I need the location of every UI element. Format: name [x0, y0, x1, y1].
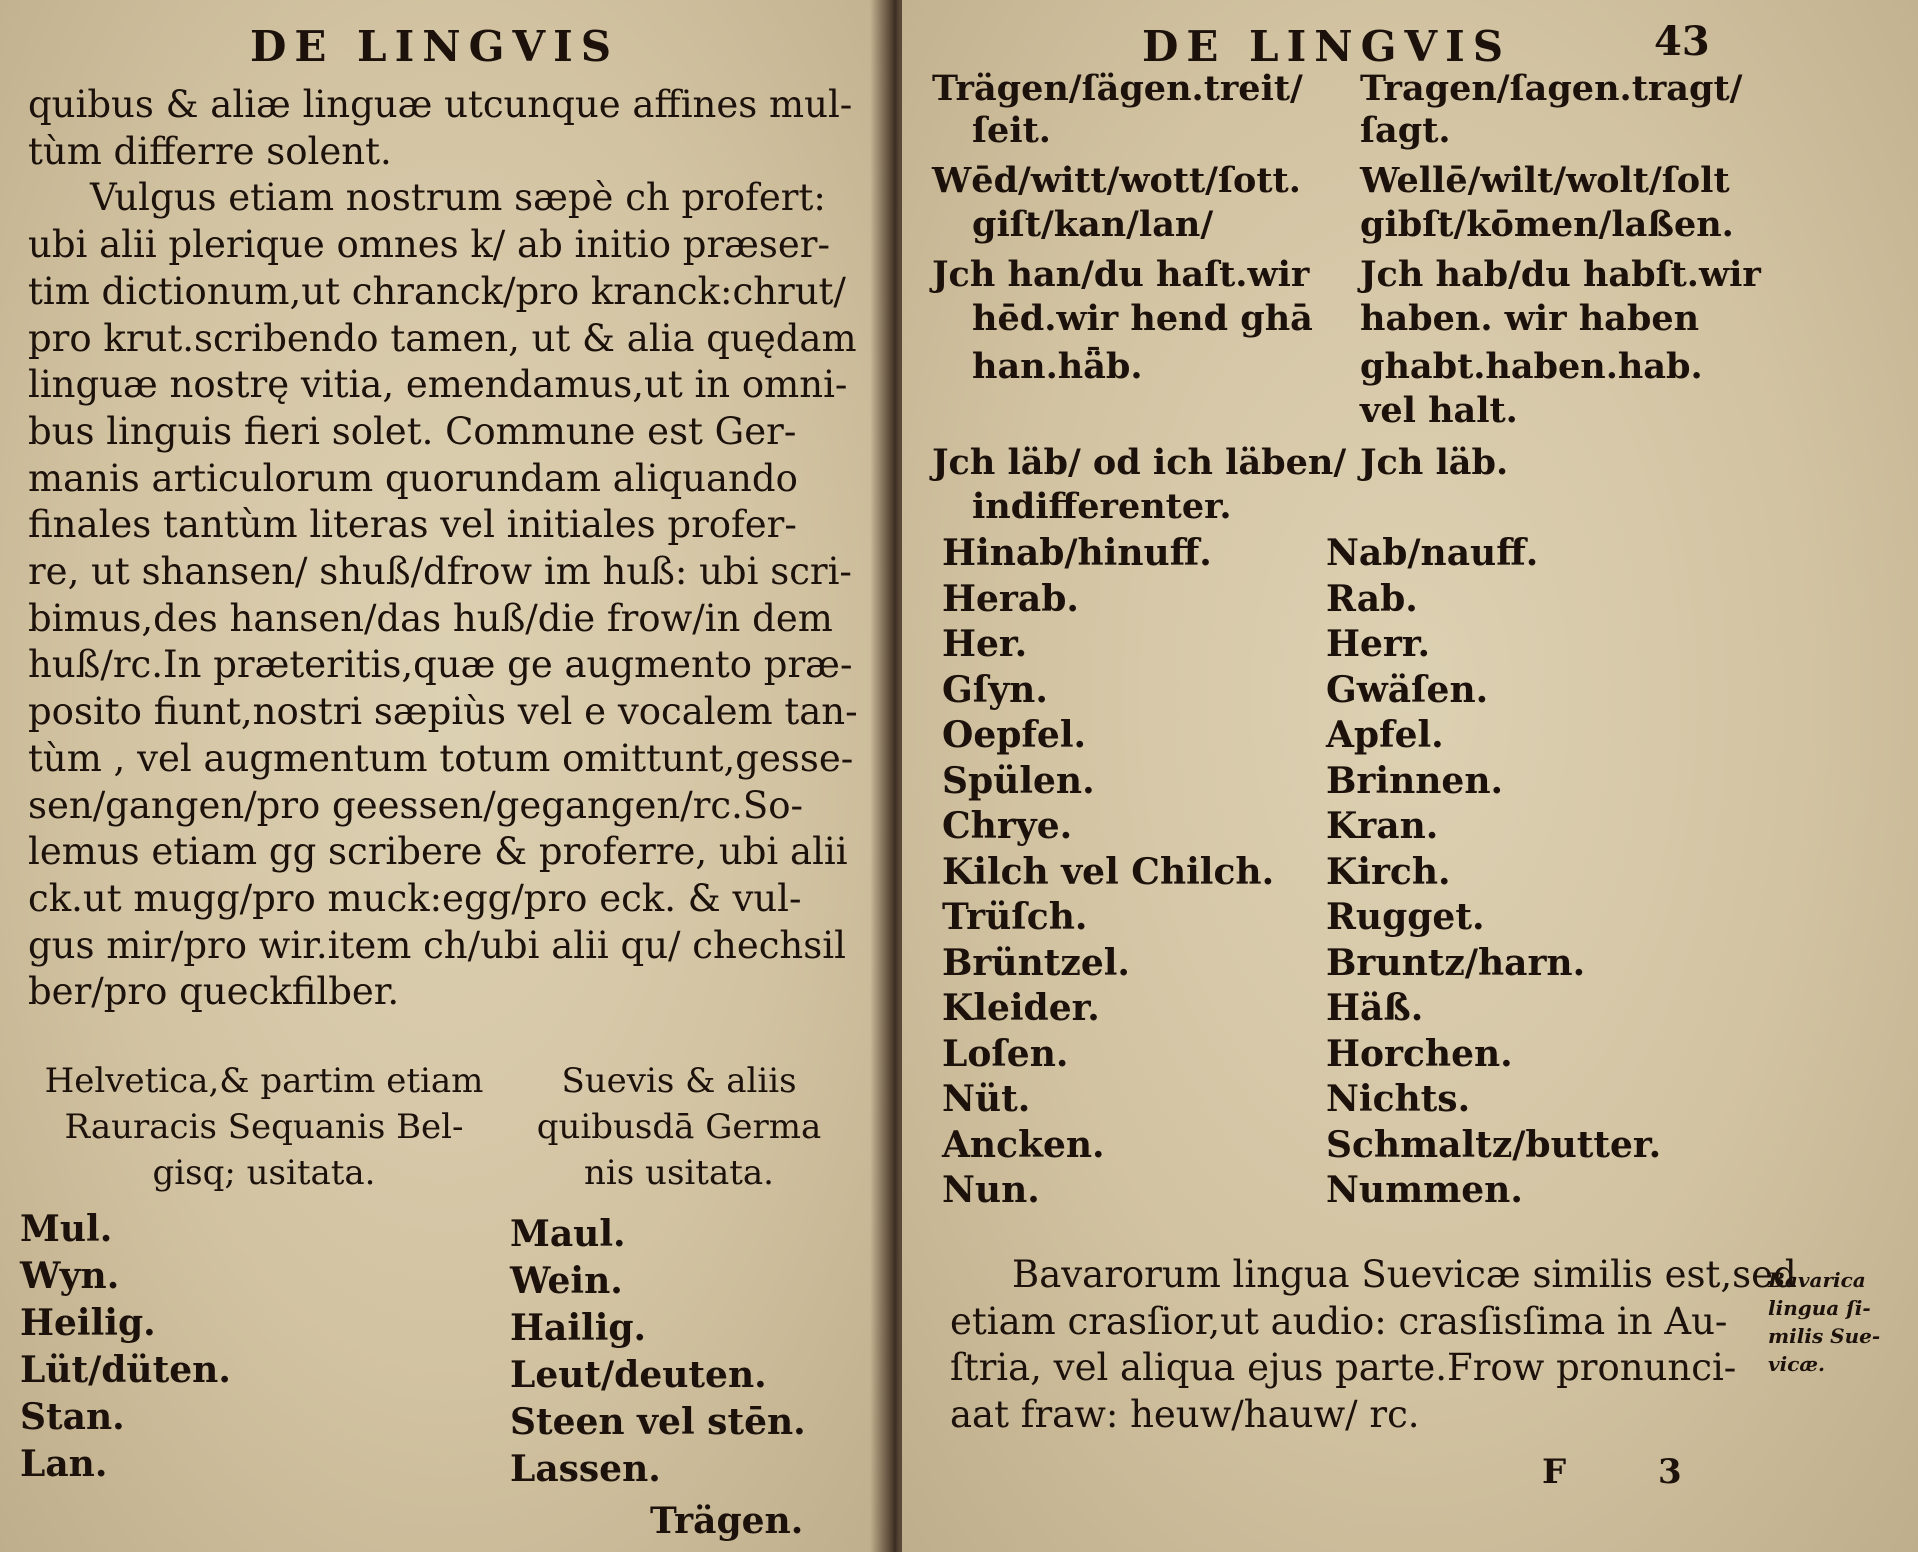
- text-line: bus linguis fieri solet. Commune est Ger-: [28, 409, 797, 453]
- word-entry: Brüntzel.: [942, 941, 1130, 984]
- verb-helvetica: han.hǟb.: [972, 346, 1143, 387]
- heading-line: milis Sue-: [1768, 1324, 1881, 1348]
- verb-suevis: haben. wir haben: [1360, 298, 1700, 339]
- heading-line: vicæ.: [1768, 1352, 1825, 1376]
- word-entry: Leut/deuten.: [510, 1354, 767, 1396]
- text-line: huß/rc.In præteritis,quæ ge augmento præ-: [28, 643, 853, 687]
- word-entry: Apfel.: [1326, 714, 1444, 756]
- prose-block-bavarian: [950, 1252, 1797, 1439]
- word-entry: Ancken.: [942, 1123, 1105, 1166]
- verb-suevis: vel halt.: [1360, 390, 1518, 431]
- verb-helvetica: Wēd/witt/wott/ſott.: [932, 160, 1301, 201]
- word-entry: Loſen.: [942, 1032, 1069, 1075]
- word-entry: Chrye.: [942, 805, 1073, 847]
- text-line: bimus,des hansen/das huß/die frow/in dem: [28, 596, 833, 640]
- text-line: lemus etiam gg scribere & proferre, ubi alii: [28, 830, 848, 874]
- verb-helvetica: Jch läb/ od ich läben/: [932, 442, 1347, 483]
- word-entry: Hinab/hinuff.: [942, 532, 1212, 574]
- word-entry: Kirch.: [1326, 850, 1451, 893]
- heading-line: quibusdā Germa: [536, 1107, 822, 1147]
- word-entry: Gwäſen.: [1326, 668, 1489, 711]
- heading-line: lingua ſi-: [1768, 1296, 1871, 1320]
- right-page: [902, 0, 1918, 1552]
- column-heading-suevis: [504, 1058, 854, 1196]
- word-entry: Nun.: [942, 1169, 1040, 1211]
- verb-helvetica: hēd.wir hend ghā: [972, 298, 1313, 339]
- word-entry: Nummen.: [1326, 1169, 1523, 1211]
- word-entry: Wyn.: [20, 1255, 120, 1297]
- word-entry: Spülen.: [942, 759, 1095, 802]
- word-entry: Trüſch.: [942, 896, 1088, 938]
- text-line: pro krut.scribendo tamen, ut & alia quędam: [28, 316, 857, 360]
- verb-suevis: Jch läb.: [1360, 442, 1509, 483]
- word-entry: Rab.: [1326, 577, 1418, 620]
- text-line: gus mir/pro wir.item ch/ubi alii qu/ chechsil: [28, 923, 846, 967]
- column-heading-helvetica: [24, 1058, 504, 1196]
- word-entry: Lassen.: [510, 1448, 661, 1490]
- text-line: tim dictionum,ut chranck/pro kranck:chrut/: [28, 269, 846, 313]
- heading-line: gisq; usitata.: [152, 1153, 376, 1193]
- verb-suevis: Jch hab/du habſt.wir: [1360, 254, 1761, 295]
- text-line: finales tantùm literas vel initiales profer-: [28, 503, 797, 547]
- word-entry: Wein.: [510, 1260, 623, 1302]
- verb-suevis: ghabt.haben.hab.: [1360, 346, 1703, 387]
- word-entry: Nichts.: [1326, 1078, 1471, 1120]
- text-line: manis articulorum quorundam aliquando: [28, 456, 798, 500]
- verb-helvetica: indifferenter.: [972, 486, 1232, 527]
- left-page: [0, 0, 890, 1552]
- word-entry: Steen vel stēn.: [510, 1401, 806, 1443]
- word-entry: Herab.: [942, 577, 1079, 620]
- verb-suevis: Wellē/wilt/wolt/ſolt: [1360, 160, 1730, 201]
- catchword: Trägen.: [650, 1500, 804, 1542]
- word-entry: Kilch vel Chilch.: [942, 850, 1275, 893]
- verb-suevis: Tragen/ſagen.tragt/: [1360, 68, 1743, 109]
- word-entry: Oepfel.: [942, 714, 1087, 756]
- heading-line: nis usitata.: [584, 1153, 774, 1193]
- verb-helvetica: Trägen/ſägen.treit/: [932, 68, 1303, 109]
- text-line: etiam crasſior,ut audio: crasſisſima in Au-: [950, 1299, 1728, 1343]
- heading-line: Suevis & aliis: [561, 1061, 797, 1101]
- text-line: sen/gangen/pro geessen/gegangen/rc.So-: [28, 783, 804, 827]
- text-line: tùm , vel augmentum totum omittunt,gesse-: [28, 736, 854, 780]
- word-entry: Mul.: [20, 1208, 113, 1250]
- running-head: DE LINGVIS: [1142, 22, 1512, 71]
- text-line: Vulgus etiam nostrum sæpè ch profert:: [90, 176, 826, 220]
- text-line: tùm differre solent.: [28, 129, 392, 173]
- verb-helvetica: ſeit.: [972, 110, 1051, 151]
- word-entry: Hailig.: [510, 1307, 647, 1349]
- verb-suevis: ſagt.: [1360, 110, 1451, 151]
- word-entry: Kleider.: [942, 987, 1100, 1029]
- prose-block: [28, 82, 858, 1016]
- word-entry: Brinnen.: [1326, 759, 1504, 802]
- text-line: ubi alii plerique omnes k/ ab initio præser-: [28, 223, 830, 267]
- verb-suevis: gibſt/kōmen/laßen.: [1360, 204, 1734, 245]
- word-entry: Lan.: [20, 1443, 108, 1485]
- heading-line: Helvetica,& partim etiam: [44, 1061, 484, 1101]
- word-entry: Kran.: [1326, 805, 1439, 847]
- text-line: Bavarorum lingua Suevicæ similis est,sed: [1012, 1253, 1797, 1296]
- text-line: posito fiunt,nostri sæpiùs vel e vocalem tan-: [28, 690, 858, 734]
- text-line: aat fraw: heuw/hauw/ rc.: [950, 1393, 1420, 1437]
- word-entry: Bruntz/harn.: [1326, 941, 1586, 984]
- running-head: DE LINGVIS: [250, 22, 620, 71]
- text-line: ſtria, vel aliqua ejus parte.Frow pronunci-: [950, 1346, 1737, 1390]
- text-line: re, ut shansen/ shuß/dfrow im huß: ubi scri-: [28, 550, 852, 594]
- marginal-note: [1768, 1266, 1880, 1378]
- text-line: ber/pro queckfilber.: [28, 970, 400, 1014]
- word-entry: Gſyn.: [942, 668, 1048, 711]
- word-entry: Lüt/düten.: [20, 1349, 231, 1391]
- word-entry: Schmaltz/butter.: [1326, 1123, 1662, 1166]
- word-entry: Rugget.: [1326, 896, 1485, 938]
- word-entry: Nüt.: [942, 1078, 1031, 1120]
- word-entry: Herr.: [1326, 623, 1431, 665]
- page-number: 43: [1654, 18, 1710, 65]
- word-entry: Heilig.: [20, 1302, 156, 1344]
- heading-line: Bavarica: [1768, 1268, 1866, 1292]
- heading-line: Rauracis Sequanis Bel-: [64, 1107, 464, 1147]
- verb-helvetica: giſt/kan/lan/: [972, 204, 1214, 245]
- word-entry: Horchen.: [1326, 1032, 1513, 1075]
- signature-mark: F 3: [1542, 1452, 1722, 1492]
- word-entry: Maul.: [510, 1213, 626, 1255]
- verb-helvetica: Jch han/du haſt.wir: [932, 254, 1310, 295]
- word-entry: Häß.: [1326, 987, 1424, 1029]
- text-line: ck.ut mugg/pro muck:egg/pro eck. & vul-: [28, 876, 802, 920]
- word-entry: Her.: [942, 623, 1028, 665]
- text-line: quibus & aliæ linguæ utcunque affines mul-: [28, 83, 853, 126]
- word-entry: Nab/nauff.: [1326, 532, 1539, 574]
- text-line: linguæ nostrę vitia, emendamus,ut in omni-: [28, 363, 848, 407]
- word-entry: Stan.: [20, 1396, 125, 1438]
